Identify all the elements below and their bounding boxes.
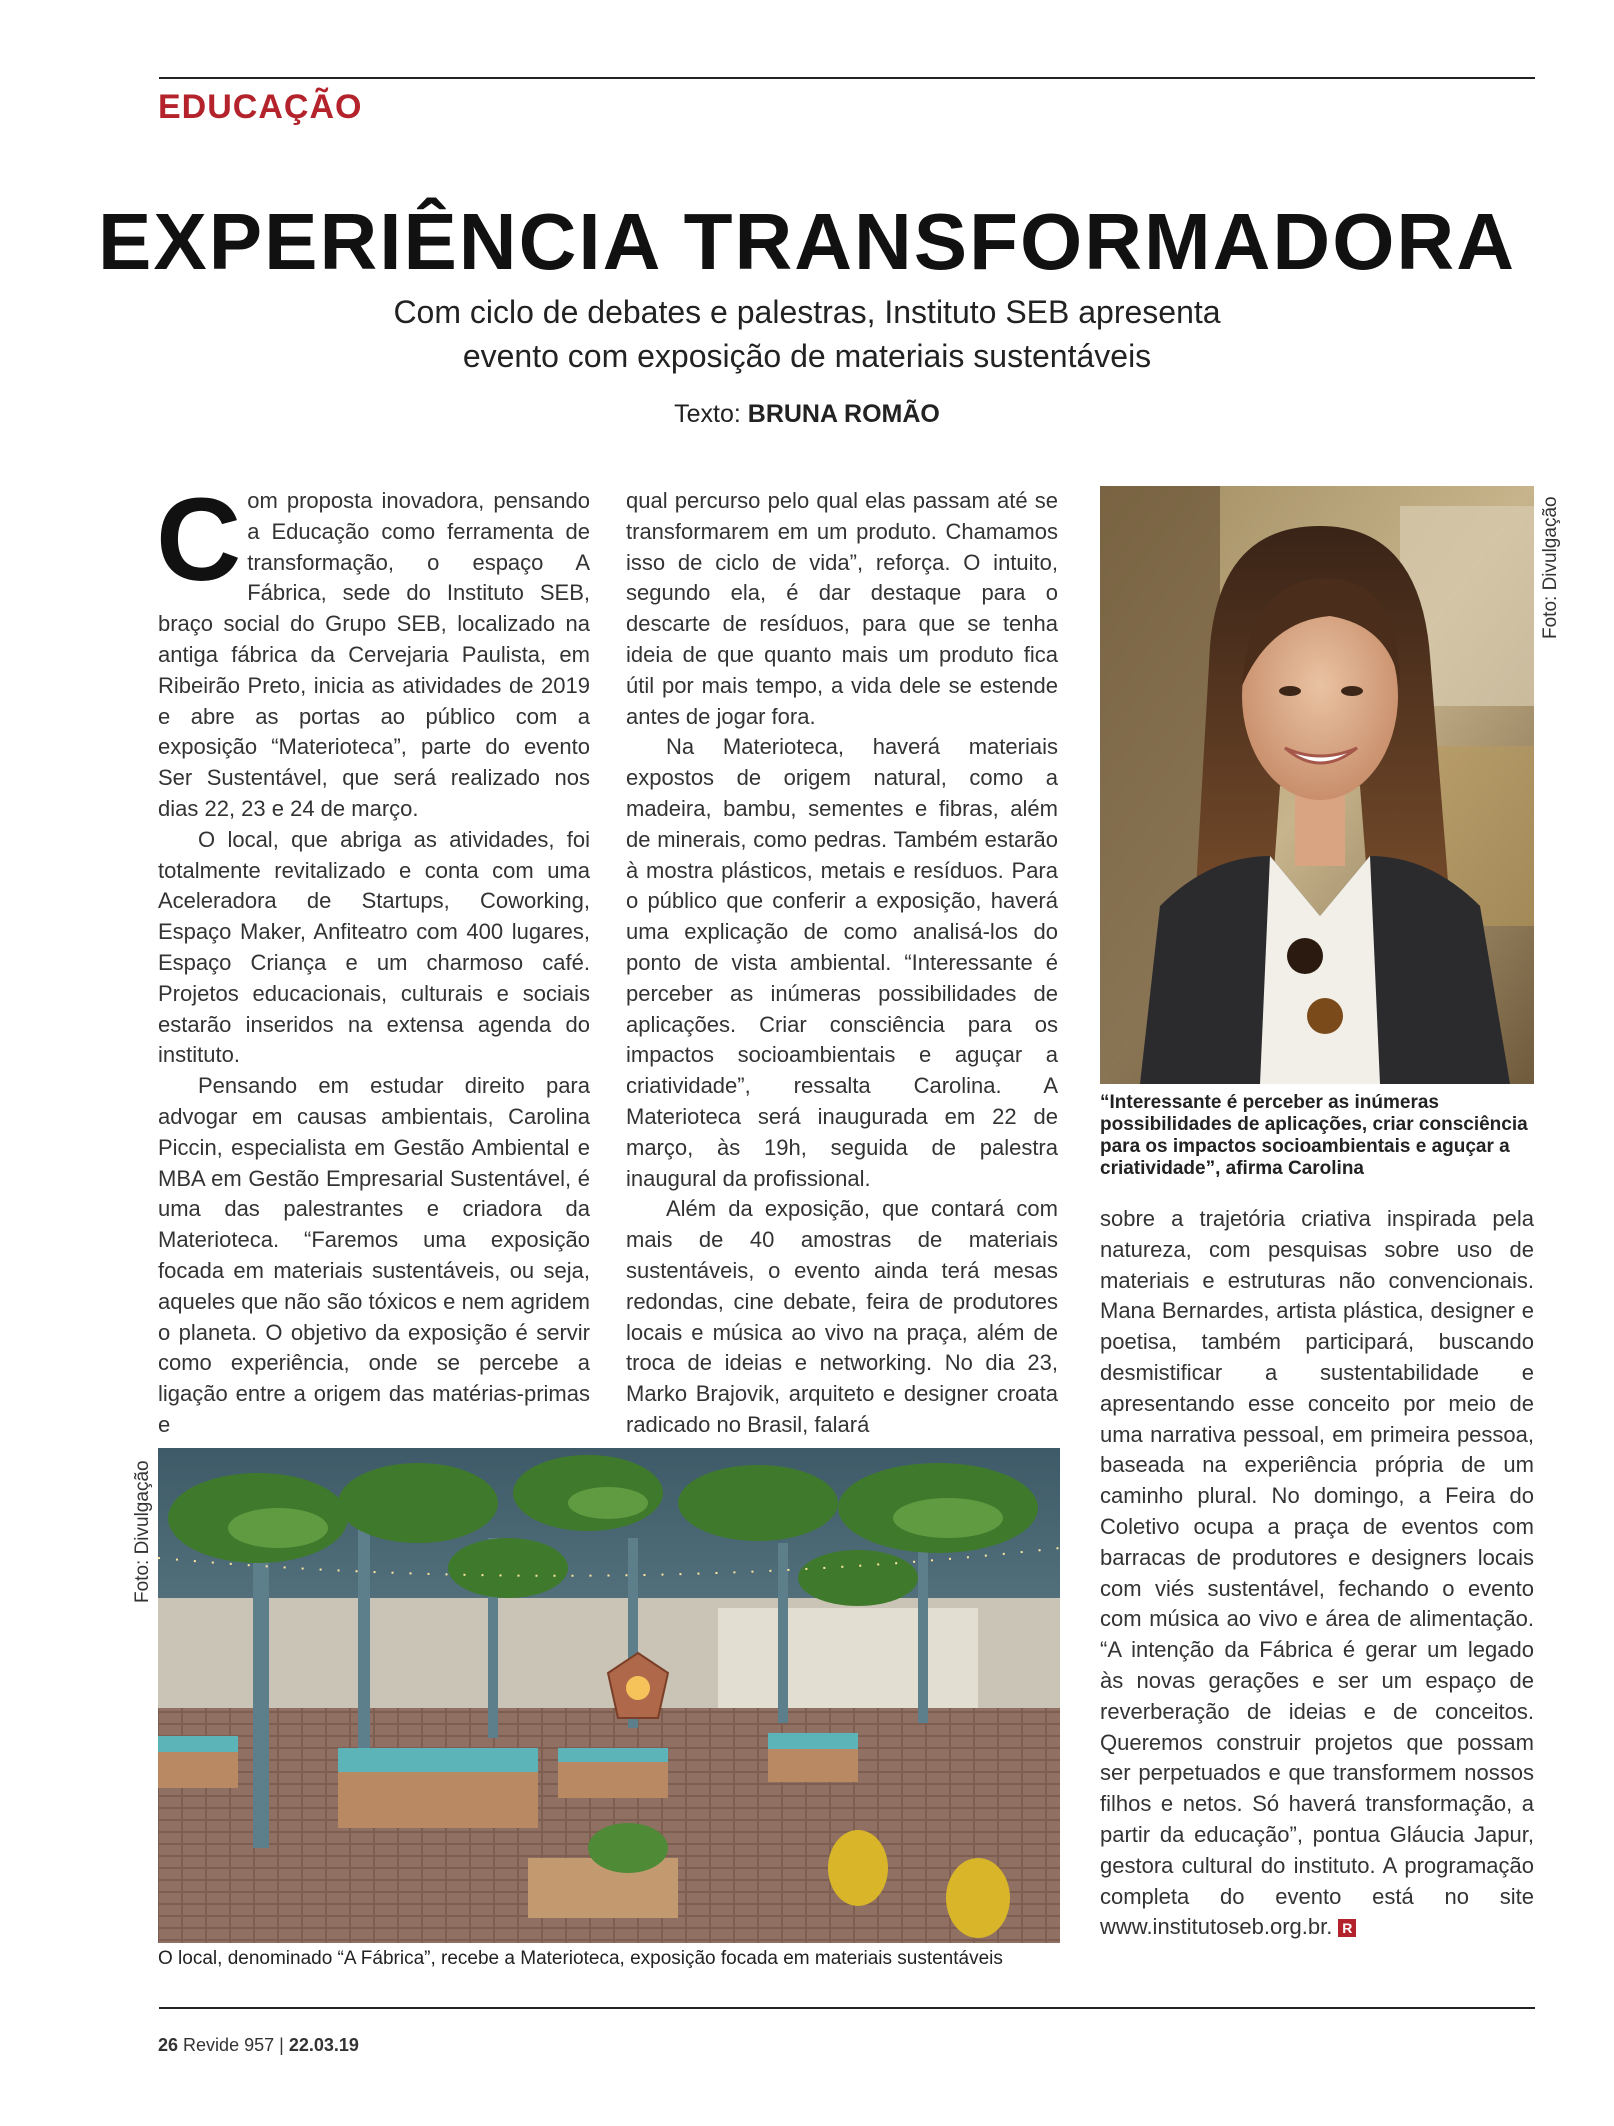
- magazine-issue: Revide 957: [183, 2035, 275, 2055]
- paragraph: Além da exposição, que contará com mais de 40 amostras de materiais sustentáveis, o evento ainda terá mesas redondas, cine debate, feira de produtores locais e música ao vivo na praça, além de troca de ideias e networking. No dia 23, Marko Brajovik, arquiteto e designer croata radicado no Brasil, falará: [626, 1196, 1058, 1437]
- top-rule: [159, 77, 1535, 79]
- drop-cap: C: [156, 474, 242, 606]
- paragraph: O local, que abriga as atividades, foi totalmente revitalizado e conta com uma Aceleradora de Startups, Coworking, Espaço Maker, Anfiteatro com 400 lugares, Espaço Criança e um charmoso café. Projetos educacionais, culturais e sociais estarão inseridos na extensa agenda do instituto.: [158, 826, 590, 1068]
- paragraph: Na Materioteca, haverá materiais expostos de origem natural, como a madeira, bambu, sementes e fibras, além de minerais, como pedras. Também estarão à mostra plásticos, metais e resíduos. Para o público que conferir a exposição, haverá uma explicação de como analisá-los do ponto de vista ambiental. “Interessante é perceber as inúmeras possibilidades de aplicações. Criar consciência para os impactos socioambientais e aguçar a criatividade”, ressalta Carolina. A Materioteca será inaugurada em 22 de março, às 19h, seguida de palestra inaugural da profissional.: [626, 734, 1058, 1191]
- issue-date: 22.03.19: [288, 2035, 359, 2055]
- paragraph: Com proposta inovadora, pensando a Educação como ferramenta de transformação, o espaço A Fábrica, sede do Instituto SEB, braço social do Grupo SEB, localizado na antiga fábrica da Cervejaria Paulista, em Ribeirão Preto, inicia as atividades de 2019 e abre as portas ao público com a exposição “Materioteca”, parte do evento Ser Sustentável, que será realizado nos dias 22, 23 e 24 de março.: [156, 474, 590, 821]
- subhead-line-1: Com ciclo de debates e palestras, Instituto SEB apresenta: [393, 294, 1221, 330]
- paragraph: qual percurso pelo qual elas passam até se transformarem em um produto. Chamamos isso de ciclo de vida”, reforça. O intuito, segundo ela, é dar destaque para o descarte de resíduos, para que se tenha ideia de que quanto mais um produto fica útil por mais tempo, a vida dele se estende antes de jogar fora.: [626, 488, 1058, 729]
- page-title: EXPERIÊNCIA TRANSFORMADORA: [98, 197, 1516, 286]
- article-column-1: [156, 474, 590, 1437]
- subhead-line-2: evento com exposição de materiais sustentáveis: [462, 338, 1152, 374]
- byline-author: BRUNA ROMÃO: [747, 400, 940, 428]
- section-label: EDUCAÇÃO: [158, 88, 363, 126]
- bottom-rule: [159, 2007, 1535, 2009]
- footer-separator: |: [279, 2035, 284, 2055]
- end-mark-icon: R: [1338, 1919, 1356, 1937]
- article-column-3: [1100, 1204, 1534, 1984]
- paragraph: sobre a trajetória criativa inspirada pela natureza, com pesquisas sobre uso de materiais e estruturas não convencionais. Mana Bernardes, artista plástica, designer e poetisa, também participará, buscando desmistificar a sustentabilidade e apresentando esse conceito por meio de uma narrativa pessoal, em primeira pessoa, baseada na experiência própria de um caminho plural. No domingo, a Feira do Coletivo ocupa a praça de eventos com barracas de produtores e designers locais com viés sustentável, fechando o evento com música ao vivo e área de alimentação. “A intenção da Fábrica é gerar um legado às novas gerações e ser um espaço de reverberação de ideias e de conceitos. Queremos construir projetos que possam ser perpetuados e que transformem nossos filhos e netos. Só haverá transformação, a partir da educação”, pontua Gláucia Japur, gestora cultural do instituto. A programação completa do evento está no site www.institutoseb.org.br. R: [1100, 1206, 1534, 1940]
- byline-label: Texto:: [674, 400, 741, 428]
- subheadline: [300, 290, 1314, 378]
- paragraph: Pensando em estudar direito para advogar em causas ambientais, Carolina Piccin, especialista em Gestão Ambiental e MBA em Gestão Empresarial Sustentável, é uma das palestrantes e criadora da Materioteca. “Faremos uma exposição focada em materiais sustentáveis, ou seja, aqueles que não são tóxicos e nem agridem o planeta. O objetivo da exposição é servir como experiência, onde se percebe a ligação entre a origem das matérias-primas e: [158, 1073, 590, 1437]
- article-column-2: [626, 486, 1058, 1437]
- page-footer: [158, 2035, 359, 2056]
- portrait-caption: “Interessante é perceber as inúmeras possibilidades de aplicações, criar consciência para os impactos socioambientais e aguçar a criatividade”, afirma Carolina: [1100, 1092, 1528, 1179]
- photo-credit-portrait: Foto: Divulgação: [1540, 496, 1561, 639]
- portrait-photo: [1100, 486, 1534, 1084]
- photo-credit-venue: Foto: Divulgação: [132, 1460, 153, 1603]
- venue-caption: O local, denominado “A Fábrica”, recebe a Materioteca, exposição focada em materiais sustentáveis: [158, 1948, 1003, 1969]
- byline: [0, 400, 1614, 429]
- venue-photo: [158, 1448, 1060, 1943]
- page-number: 26: [158, 2035, 179, 2055]
